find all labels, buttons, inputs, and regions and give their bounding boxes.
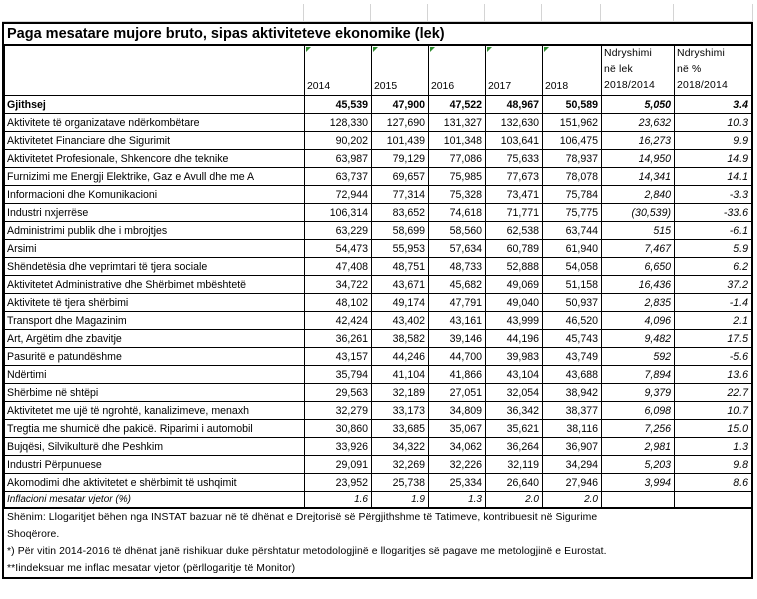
table-row bbox=[5, 240, 752, 258]
value-cell-2014: 63,737 bbox=[305, 168, 372, 186]
change-pct-cell: 17.5 bbox=[675, 330, 752, 348]
table-row bbox=[5, 276, 752, 294]
value-cell-2017: 35,621 bbox=[486, 420, 543, 438]
change-pct-cell: -5.6 bbox=[675, 348, 752, 366]
inflation-empty-cell bbox=[675, 492, 752, 508]
table-row bbox=[5, 348, 752, 366]
value-cell-2017: 49,069 bbox=[486, 276, 543, 294]
inflation-value-2015: 1.9 bbox=[372, 492, 429, 508]
change-lek-cell: 592 bbox=[602, 348, 675, 366]
value-cell-2014: 36,261 bbox=[305, 330, 372, 348]
change-lek-cell: 7,467 bbox=[602, 240, 675, 258]
value-cell-2017: 73,471 bbox=[486, 186, 543, 204]
table-row bbox=[5, 384, 752, 402]
value-cell-2014: 43,157 bbox=[305, 348, 372, 366]
change-pct-cell: 1.3 bbox=[675, 438, 752, 456]
value-cell-2016: 77,086 bbox=[429, 150, 486, 168]
header-change-lek bbox=[602, 46, 675, 96]
change-pct-cell: 14.9 bbox=[675, 150, 752, 168]
change-lek-cell: 2,840 bbox=[602, 186, 675, 204]
value-cell-2016: 48,733 bbox=[429, 258, 486, 276]
row-label: Aktivitetet Financiare dhe Sigurimit bbox=[5, 132, 305, 150]
inflation-value-2016: 1.3 bbox=[429, 492, 486, 508]
change-pct-cell: 5.9 bbox=[675, 240, 752, 258]
value-cell-2017: 43,104 bbox=[486, 366, 543, 384]
value-cell-2016: 39,146 bbox=[429, 330, 486, 348]
value-cell-2018: 75,784 bbox=[543, 186, 602, 204]
value-cell-2018: 38,942 bbox=[543, 384, 602, 402]
row-label: Ndërtimi bbox=[5, 366, 305, 384]
value-cell-2017: 26,640 bbox=[486, 474, 543, 492]
value-cell-2015: 38,582 bbox=[372, 330, 429, 348]
change-pct-cell: -3.3 bbox=[675, 186, 752, 204]
note-line: Shoqërore. bbox=[7, 529, 60, 540]
value-cell-2018: 38,377 bbox=[543, 402, 602, 420]
value-cell-2016: 131,327 bbox=[429, 114, 486, 132]
change-lek-cell: 14,950 bbox=[602, 150, 675, 168]
row-label: Industri Përpunuese bbox=[5, 456, 305, 474]
change-pct-cell: 22.7 bbox=[675, 384, 752, 402]
table-row bbox=[5, 114, 752, 132]
header-label-cell bbox=[5, 46, 305, 96]
change-lek-cell: 16,273 bbox=[602, 132, 675, 150]
error-indicator-icon bbox=[487, 47, 492, 52]
note-line: *) Për vitin 2014-2016 të dhënat janë rishikuar duke përshtatur metodologjinë e llogaritjes së pagave me metologjinë e Eurostat. bbox=[7, 546, 607, 557]
value-cell-2014: 34,722 bbox=[305, 276, 372, 294]
value-cell-2015: 34,322 bbox=[372, 438, 429, 456]
row-label: Informacioni dhe Komunikacioni bbox=[5, 186, 305, 204]
header-year-2014: 2014 bbox=[305, 46, 372, 96]
value-cell-2015: 44,246 bbox=[372, 348, 429, 366]
change-lek-cell: 14,341 bbox=[602, 168, 675, 186]
inflation-value-2018: 2.0 bbox=[543, 492, 602, 508]
value-cell-2016: 44,700 bbox=[429, 348, 486, 366]
change-pct-cell: 8.6 bbox=[675, 474, 752, 492]
value-cell-2016: 34,062 bbox=[429, 438, 486, 456]
value-cell-2014: 45,539 bbox=[305, 96, 372, 114]
change-lek-cell: 2,835 bbox=[602, 294, 675, 312]
table-row bbox=[5, 402, 752, 420]
change-pct-cell: 37.2 bbox=[675, 276, 752, 294]
value-cell-2017: 77,673 bbox=[486, 168, 543, 186]
value-cell-2018: 43,688 bbox=[543, 366, 602, 384]
notes bbox=[4, 508, 751, 577]
value-cell-2017: 36,264 bbox=[486, 438, 543, 456]
note-line: Shënim: Llogaritjet bëhen nga INSTAT bazuar në të dhënat e Drejtorisë së Përgjithshme të Tatimeve, kontribuesit në Sigurime bbox=[7, 512, 598, 523]
value-cell-2018: 46,520 bbox=[543, 312, 602, 330]
value-cell-2014: 29,091 bbox=[305, 456, 372, 474]
value-cell-2016: 47,791 bbox=[429, 294, 486, 312]
wage-table-frame bbox=[2, 22, 753, 579]
value-cell-2017: 44,196 bbox=[486, 330, 543, 348]
change-pct-cell: 10.3 bbox=[675, 114, 752, 132]
table-row bbox=[5, 168, 752, 186]
value-cell-2015: 69,657 bbox=[372, 168, 429, 186]
value-cell-2017: 62,538 bbox=[486, 222, 543, 240]
change-lek-cell: 7,256 bbox=[602, 420, 675, 438]
value-cell-2015: 79,129 bbox=[372, 150, 429, 168]
table-row bbox=[5, 96, 752, 114]
value-cell-2016: 27,051 bbox=[429, 384, 486, 402]
table-row bbox=[5, 150, 752, 168]
error-indicator-icon bbox=[430, 47, 435, 52]
row-label: Shërbime në shtëpi bbox=[5, 384, 305, 402]
change-pct-cell: 9.9 bbox=[675, 132, 752, 150]
row-label: Transport dhe Magazinim bbox=[5, 312, 305, 330]
spreadsheet bbox=[2, 4, 753, 579]
value-cell-2014: 128,330 bbox=[305, 114, 372, 132]
change-lek-cell: 9,482 bbox=[602, 330, 675, 348]
change-pct-cell: 9.8 bbox=[675, 456, 752, 474]
inflation-value-2014: 1.6 bbox=[305, 492, 372, 508]
inflation-label: Inflacioni mesatar vjetor (%) bbox=[5, 492, 305, 508]
value-cell-2017: 39,983 bbox=[486, 348, 543, 366]
change-lek-cell: 6,650 bbox=[602, 258, 675, 276]
value-cell-2014: 35,794 bbox=[305, 366, 372, 384]
value-cell-2016: 47,522 bbox=[429, 96, 486, 114]
table-row bbox=[5, 294, 752, 312]
value-cell-2014: 23,952 bbox=[305, 474, 372, 492]
value-cell-2015: 32,269 bbox=[372, 456, 429, 474]
header-year-2018: 2018 bbox=[543, 46, 602, 96]
value-cell-2014: 29,563 bbox=[305, 384, 372, 402]
change-lek-cell: (30,539) bbox=[602, 204, 675, 222]
value-cell-2017: 49,040 bbox=[486, 294, 543, 312]
row-label: Furnizimi me Energji Elektrike, Gaz e Avull dhe me A bbox=[5, 168, 305, 186]
row-label: Pasuritë e patundëshme bbox=[5, 348, 305, 366]
value-cell-2017: 71,771 bbox=[486, 204, 543, 222]
value-cell-2018: 50,589 bbox=[543, 96, 602, 114]
value-cell-2018: 54,058 bbox=[543, 258, 602, 276]
value-cell-2017: 60,789 bbox=[486, 240, 543, 258]
table-row bbox=[5, 132, 752, 150]
value-cell-2017: 52,888 bbox=[486, 258, 543, 276]
value-cell-2015: 33,685 bbox=[372, 420, 429, 438]
row-label: Gjithsej bbox=[5, 96, 305, 114]
inflation-empty-cell bbox=[602, 492, 675, 508]
change-lek-cell: 23,632 bbox=[602, 114, 675, 132]
table-row bbox=[5, 474, 752, 492]
change-pct-cell: 14.1 bbox=[675, 168, 752, 186]
value-cell-2016: 41,866 bbox=[429, 366, 486, 384]
value-cell-2016: 75,985 bbox=[429, 168, 486, 186]
error-indicator-icon bbox=[306, 47, 311, 52]
value-cell-2016: 58,560 bbox=[429, 222, 486, 240]
value-cell-2014: 42,424 bbox=[305, 312, 372, 330]
header-year-2015: 2015 bbox=[372, 46, 429, 96]
table-row bbox=[5, 420, 752, 438]
error-indicator-icon bbox=[373, 47, 378, 52]
change-pct-cell: -33.6 bbox=[675, 204, 752, 222]
value-cell-2018: 51,158 bbox=[543, 276, 602, 294]
change-pct-cell: 6.2 bbox=[675, 258, 752, 276]
value-cell-2014: 47,408 bbox=[305, 258, 372, 276]
table-row bbox=[5, 366, 752, 384]
value-cell-2016: 101,348 bbox=[429, 132, 486, 150]
value-cell-2017: 132,630 bbox=[486, 114, 543, 132]
value-cell-2018: 151,962 bbox=[543, 114, 602, 132]
value-cell-2018: 34,294 bbox=[543, 456, 602, 474]
value-cell-2018: 78,937 bbox=[543, 150, 602, 168]
table-row bbox=[5, 222, 752, 240]
row-label: Aktivitetet me ujë të ngrohtë, kanalizimeve, menaxh bbox=[5, 402, 305, 420]
value-cell-2016: 32,226 bbox=[429, 456, 486, 474]
value-cell-2015: 48,751 bbox=[372, 258, 429, 276]
value-cell-2017: 43,999 bbox=[486, 312, 543, 330]
value-cell-2015: 127,690 bbox=[372, 114, 429, 132]
value-cell-2014: 33,926 bbox=[305, 438, 372, 456]
value-cell-2015: 25,738 bbox=[372, 474, 429, 492]
value-cell-2015: 32,189 bbox=[372, 384, 429, 402]
header-change-lek-line: Ndryshimi bbox=[604, 48, 652, 59]
change-pct-cell: -6.1 bbox=[675, 222, 752, 240]
value-cell-2014: 30,860 bbox=[305, 420, 372, 438]
row-label: Aktivitetet Profesionale, Shkencore dhe teknike bbox=[5, 150, 305, 168]
header-year-2016: 2016 bbox=[429, 46, 486, 96]
value-cell-2018: 36,907 bbox=[543, 438, 602, 456]
value-cell-2015: 101,439 bbox=[372, 132, 429, 150]
table-row bbox=[5, 312, 752, 330]
table-row bbox=[5, 330, 752, 348]
error-indicator-icon bbox=[544, 47, 549, 52]
change-lek-cell: 7,894 bbox=[602, 366, 675, 384]
change-pct-cell: 3.4 bbox=[675, 96, 752, 114]
value-cell-2017: 103,641 bbox=[486, 132, 543, 150]
empty-grid-row bbox=[2, 4, 753, 22]
change-lek-cell: 5,050 bbox=[602, 96, 675, 114]
row-label: Akomodimi dhe aktivitetet e shërbimit të ushqimit bbox=[5, 474, 305, 492]
value-cell-2015: 49,174 bbox=[372, 294, 429, 312]
table-row bbox=[5, 456, 752, 474]
value-cell-2017: 32,119 bbox=[486, 456, 543, 474]
value-cell-2018: 43,749 bbox=[543, 348, 602, 366]
change-lek-cell: 16,436 bbox=[602, 276, 675, 294]
value-cell-2015: 41,104 bbox=[372, 366, 429, 384]
change-pct-cell: 13.6 bbox=[675, 366, 752, 384]
value-cell-2015: 77,314 bbox=[372, 186, 429, 204]
value-cell-2018: 106,475 bbox=[543, 132, 602, 150]
value-cell-2016: 34,809 bbox=[429, 402, 486, 420]
value-cell-2016: 74,618 bbox=[429, 204, 486, 222]
row-label: Tregtia me shumicë dhe pakicë. Riparimi i automobil bbox=[5, 420, 305, 438]
header-change-lek-line: 2018/2014 bbox=[604, 80, 655, 91]
change-pct-cell: 15.0 bbox=[675, 420, 752, 438]
value-cell-2016: 75,328 bbox=[429, 186, 486, 204]
header-row bbox=[5, 46, 752, 96]
header-change-pct-line: në % bbox=[677, 64, 702, 75]
value-cell-2016: 45,682 bbox=[429, 276, 486, 294]
row-label: Aktivitete të organizatave ndërkombëtare bbox=[5, 114, 305, 132]
row-label: Administrimi publik dhe i mbrojtjes bbox=[5, 222, 305, 240]
wage-table bbox=[4, 45, 752, 508]
value-cell-2016: 57,634 bbox=[429, 240, 486, 258]
table-row bbox=[5, 438, 752, 456]
value-cell-2014: 72,944 bbox=[305, 186, 372, 204]
value-cell-2017: 48,967 bbox=[486, 96, 543, 114]
header-change-lek-line: në lek bbox=[604, 64, 633, 75]
row-label: Industri nxjerrëse bbox=[5, 204, 305, 222]
change-lek-cell: 2,981 bbox=[602, 438, 675, 456]
value-cell-2016: 43,161 bbox=[429, 312, 486, 330]
value-cell-2014: 32,279 bbox=[305, 402, 372, 420]
value-cell-2018: 50,937 bbox=[543, 294, 602, 312]
value-cell-2018: 61,940 bbox=[543, 240, 602, 258]
value-cell-2015: 58,699 bbox=[372, 222, 429, 240]
table-row bbox=[5, 204, 752, 222]
change-pct-cell: 10.7 bbox=[675, 402, 752, 420]
row-label: Bujqësi, Silvikulturë dhe Peshkim bbox=[5, 438, 305, 456]
value-cell-2017: 32,054 bbox=[486, 384, 543, 402]
note-line: **Iindeksuar me inflac mesatar vjetor (përllogaritje të Monitor) bbox=[7, 563, 296, 574]
row-label: Aktivitetet Administrative dhe Shërbimet mbështetë bbox=[5, 276, 305, 294]
value-cell-2014: 63,987 bbox=[305, 150, 372, 168]
value-cell-2015: 43,402 bbox=[372, 312, 429, 330]
change-lek-cell: 4,096 bbox=[602, 312, 675, 330]
change-lek-cell: 6,098 bbox=[602, 402, 675, 420]
value-cell-2018: 63,744 bbox=[543, 222, 602, 240]
row-label: Aktivitete të tjera shërbimi bbox=[5, 294, 305, 312]
row-label: Arsimi bbox=[5, 240, 305, 258]
value-cell-2015: 55,953 bbox=[372, 240, 429, 258]
header-change-pct-line: Ndryshimi bbox=[677, 48, 725, 59]
value-cell-2018: 75,775 bbox=[543, 204, 602, 222]
value-cell-2015: 47,900 bbox=[372, 96, 429, 114]
value-cell-2017: 75,633 bbox=[486, 150, 543, 168]
inflation-row bbox=[5, 492, 752, 508]
change-pct-cell: -1.4 bbox=[675, 294, 752, 312]
value-cell-2014: 54,473 bbox=[305, 240, 372, 258]
value-cell-2014: 63,229 bbox=[305, 222, 372, 240]
value-cell-2015: 33,173 bbox=[372, 402, 429, 420]
value-cell-2016: 25,334 bbox=[429, 474, 486, 492]
header-change-pct bbox=[675, 46, 752, 96]
header-change-pct-line: 2018/2014 bbox=[677, 80, 728, 91]
value-cell-2016: 35,067 bbox=[429, 420, 486, 438]
header-year-2017: 2017 bbox=[486, 46, 543, 96]
table-row bbox=[5, 186, 752, 204]
value-cell-2018: 78,078 bbox=[543, 168, 602, 186]
change-lek-cell: 515 bbox=[602, 222, 675, 240]
change-lek-cell: 5,203 bbox=[602, 456, 675, 474]
table-row bbox=[5, 258, 752, 276]
value-cell-2018: 38,116 bbox=[543, 420, 602, 438]
value-cell-2015: 83,652 bbox=[372, 204, 429, 222]
value-cell-2017: 36,342 bbox=[486, 402, 543, 420]
value-cell-2015: 43,671 bbox=[372, 276, 429, 294]
change-lek-cell: 3,994 bbox=[602, 474, 675, 492]
inflation-value-2017: 2.0 bbox=[486, 492, 543, 508]
change-pct-cell: 2.1 bbox=[675, 312, 752, 330]
change-lek-cell: 9,379 bbox=[602, 384, 675, 402]
value-cell-2014: 48,102 bbox=[305, 294, 372, 312]
value-cell-2014: 106,314 bbox=[305, 204, 372, 222]
value-cell-2014: 90,202 bbox=[305, 132, 372, 150]
value-cell-2018: 45,743 bbox=[543, 330, 602, 348]
value-cell-2018: 27,946 bbox=[543, 474, 602, 492]
row-label: Art, Argëtim dhe zbavitje bbox=[5, 330, 305, 348]
row-label: Shëndetësia dhe veprimtari të tjera sociale bbox=[5, 258, 305, 276]
table-title: Paga mesatare mujore bruto, sipas aktiviteteve ekonomike (lek) bbox=[4, 24, 751, 45]
